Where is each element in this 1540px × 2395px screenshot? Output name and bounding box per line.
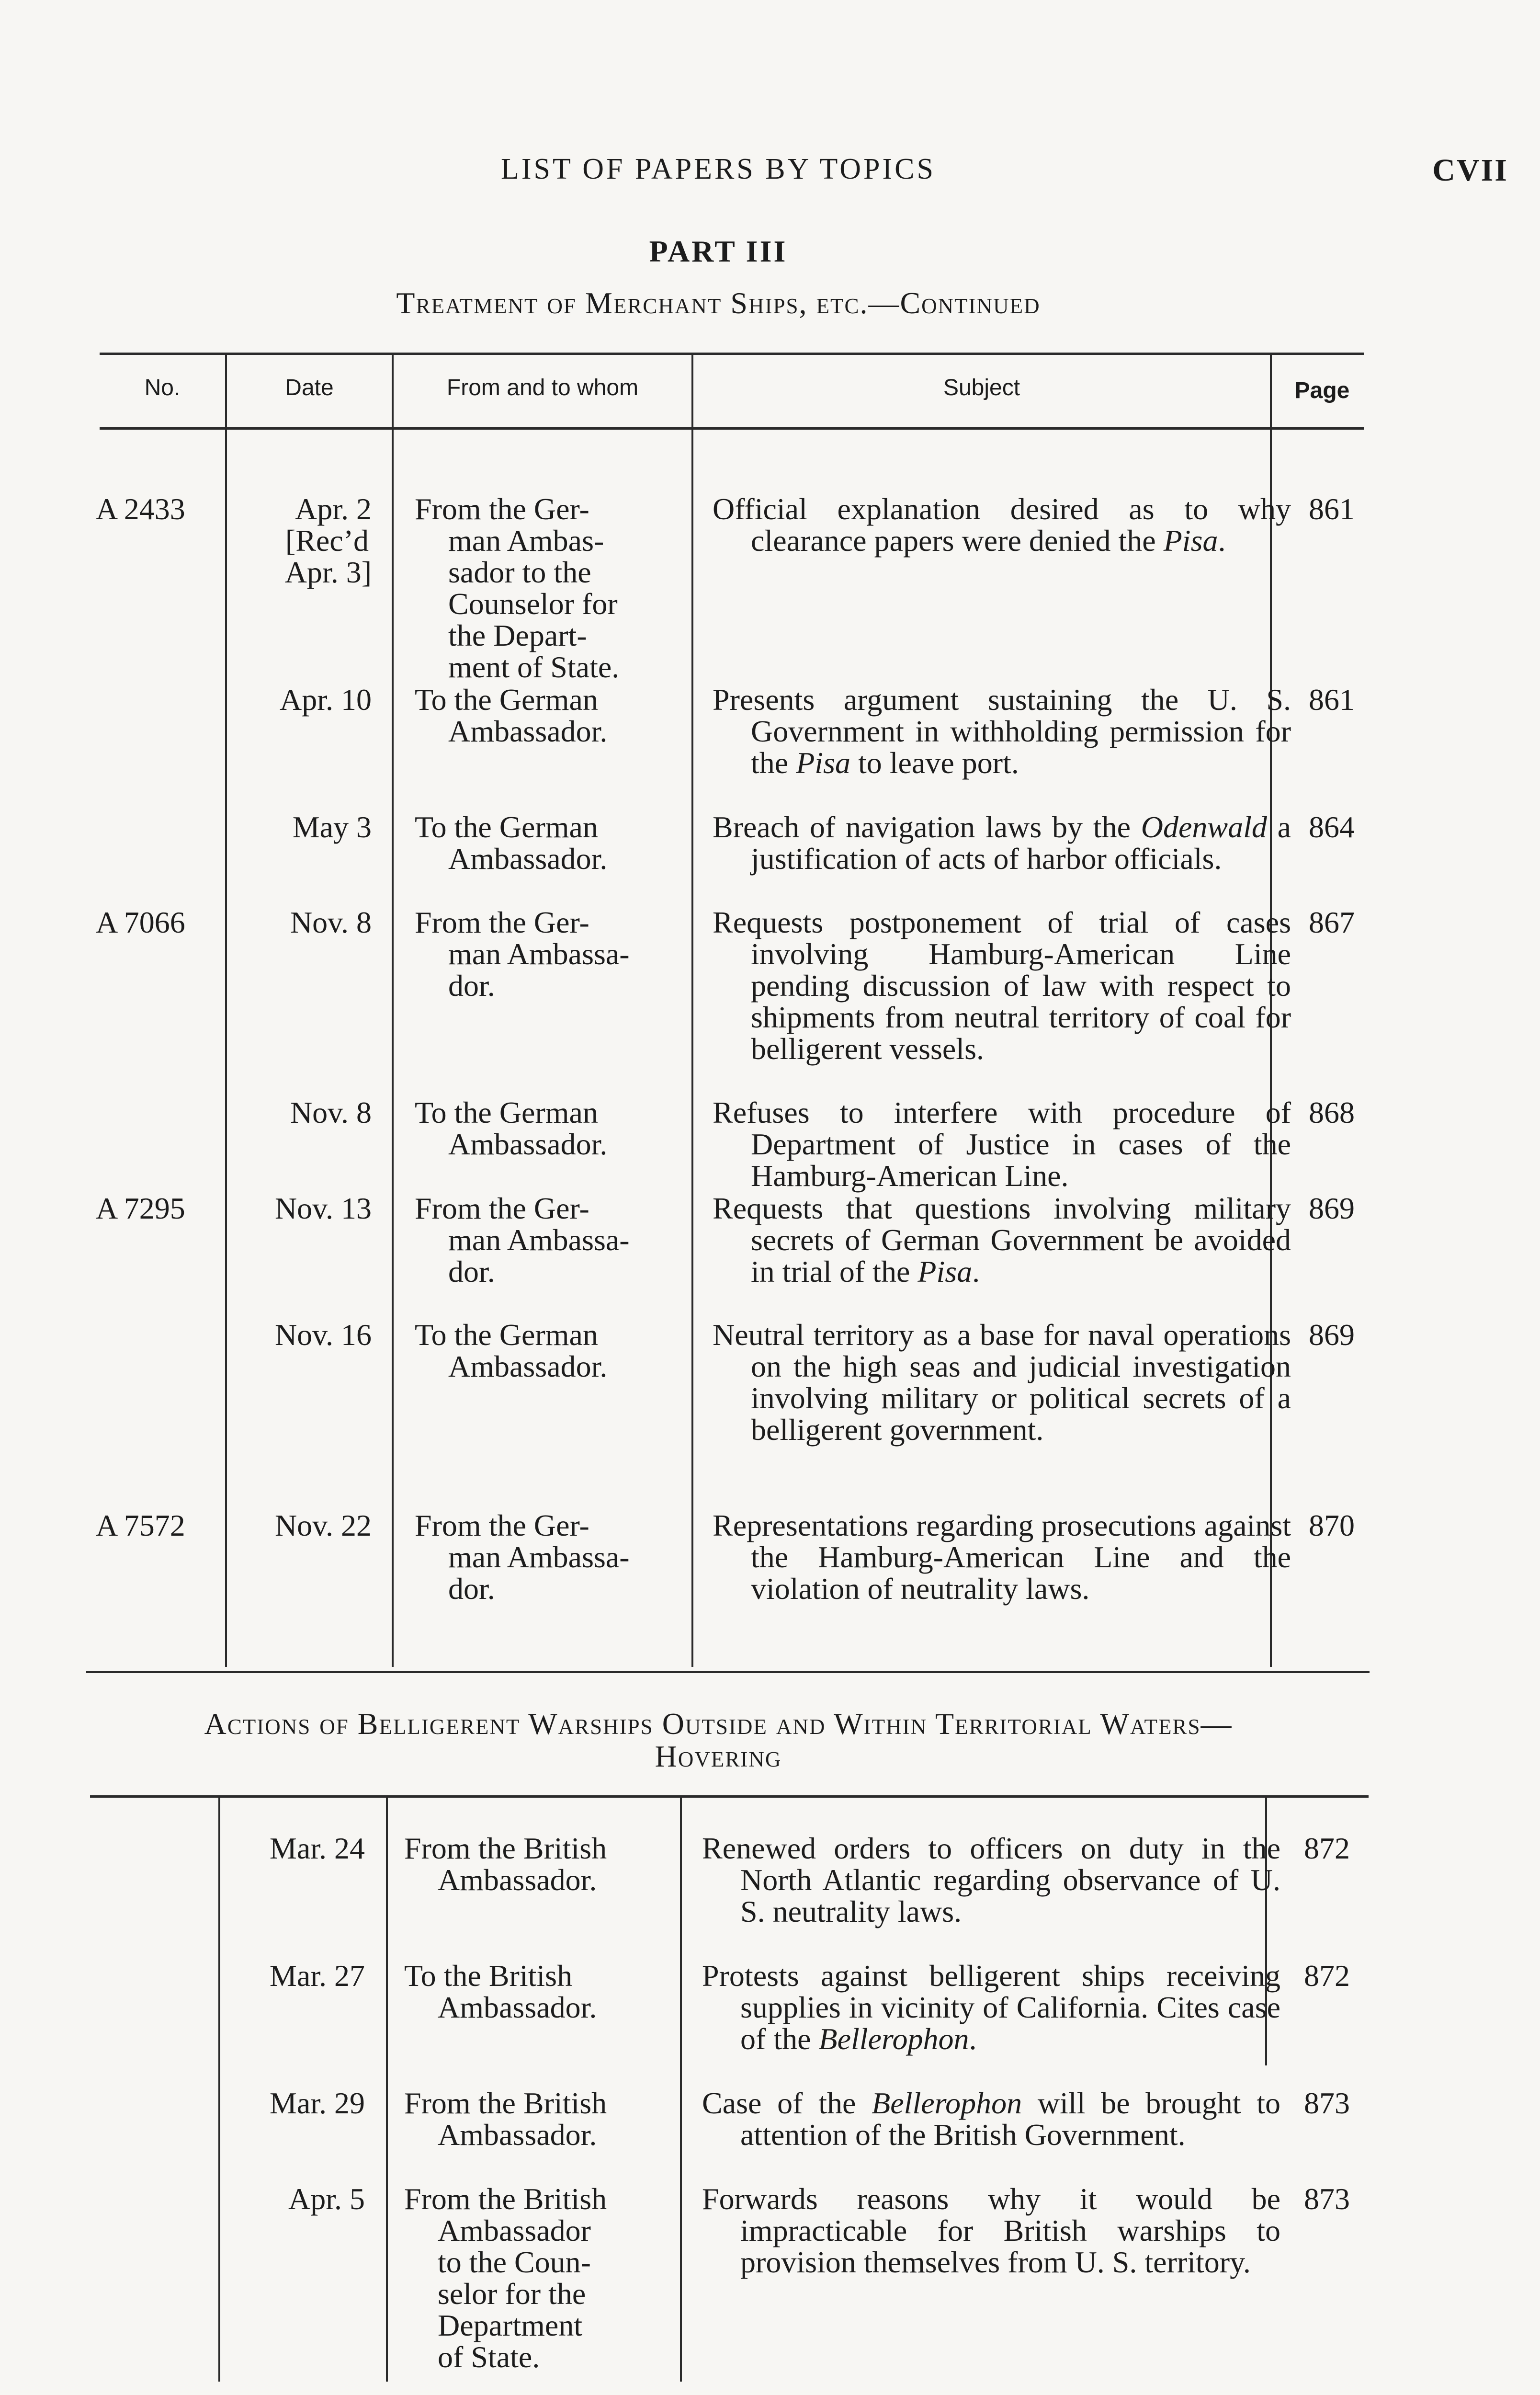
from-line: From the Ger- (415, 1191, 589, 1225)
row-date (228, 907, 372, 938)
from-line: Ambassador. (438, 1990, 597, 2024)
from-line: From the British (404, 2086, 607, 2120)
from-line: From the Ger- (415, 492, 589, 526)
subject-text: to leave port. (850, 746, 1019, 780)
running-head-title: LIST OF PAPERS BY TOPICS (501, 153, 936, 185)
row-subject (713, 907, 1291, 1065)
ship-name: Pisa (1163, 524, 1218, 558)
from-line: Counselor for (448, 587, 618, 621)
from-line: From the British (404, 1831, 607, 1865)
from-line: sador to the (448, 555, 591, 589)
subject-text: . (972, 1255, 980, 1289)
from-line: Ambassador. (438, 2118, 597, 2152)
table2-top-rule (90, 1795, 1369, 1798)
row-subject (713, 1319, 1291, 1446)
date-line: Mar. 27 (269, 1959, 365, 1993)
row-page: 873 (1304, 2182, 1350, 2216)
date-line: Apr. 3] (284, 555, 372, 589)
row-page: 861 (1309, 683, 1355, 717)
row-from-to (415, 811, 692, 875)
table1-col-divider-2 (392, 354, 394, 1667)
table2-col-divider-2 (386, 1797, 388, 2382)
row-from-to (404, 2087, 682, 2151)
running-head (0, 152, 1540, 195)
date-line: Nov. 16 (274, 1318, 372, 1352)
subject-text: will be brought to attention of the British Government. (740, 2086, 1280, 2152)
from-line: From the Ger- (415, 905, 589, 939)
subject-text: a justification of acts of harbor officials. (751, 810, 1291, 876)
row-subject (702, 2183, 1280, 2278)
row-page: 869 (1309, 1318, 1355, 1352)
date-line: Nov. 8 (290, 1095, 372, 1129)
col-header-from: From and to whom (446, 375, 639, 400)
from-line: From the British (404, 2182, 607, 2216)
from-line: selor for the (438, 2277, 586, 2311)
date-line: [Rec’d (285, 524, 369, 558)
row-page: 870 (1309, 1508, 1355, 1542)
row-from-to (415, 1097, 692, 1160)
from-line: Department (438, 2308, 583, 2342)
row-number: A 2433 (96, 492, 185, 526)
from-line: Ambassador. (448, 714, 608, 748)
from-line: To the British (404, 1959, 573, 1993)
row-date (221, 1960, 365, 1992)
row-date (221, 2087, 365, 2119)
row-page: 872 (1304, 1831, 1350, 1865)
subject-text: Protests against belligerent ships receiving supplies in vicinity of California. Cites case of the (702, 1959, 1280, 2056)
from-line: Ambassador. (438, 1863, 597, 1897)
date-line: Apr. 10 (280, 683, 372, 717)
date-line: Nov. 13 (274, 1191, 372, 1225)
row-from-to (415, 907, 692, 1002)
section2-title-line2: Hovering (655, 1739, 782, 1773)
row-date (228, 493, 372, 588)
row-page: 873 (1304, 2086, 1350, 2120)
row-number: A 7066 (96, 905, 185, 939)
from-line: the Depart- (448, 618, 587, 652)
from-line: To the German (415, 683, 598, 717)
subject-text: Official explanation desired as to why clearance papers were denied the (713, 492, 1291, 558)
ship-name: Odenwald (1141, 810, 1267, 844)
section-title-belligerent-warships (0, 1708, 1437, 1773)
row-date (228, 1097, 372, 1129)
row-page: 869 (1309, 1191, 1355, 1225)
from-line: Ambassador. (448, 1349, 608, 1383)
from-line: dor. (448, 969, 495, 1003)
row-subject (702, 1960, 1280, 2055)
row-date (228, 811, 372, 843)
table1-col-divider-1 (225, 354, 227, 1667)
row-page: 868 (1309, 1095, 1355, 1129)
from-line: Ambassador. (448, 1127, 608, 1161)
row-from-to (415, 684, 692, 747)
from-line: To the German (415, 1318, 598, 1352)
subject-text: . (1218, 524, 1226, 558)
ship-name: Pisa (796, 746, 850, 780)
section2-title-line1: Actions of Belligerent Warships Outside and Within Territorial Waters— (204, 1707, 1233, 1741)
date-line: Apr. 2 (295, 492, 372, 526)
from-line: to the Coun- (438, 2245, 591, 2279)
row-date (221, 2183, 365, 2215)
table2-col-divider-1 (218, 1797, 220, 2382)
row-from-to (415, 1193, 692, 1288)
from-line: man Ambassa- (448, 937, 630, 971)
page-folio: CVII (1432, 153, 1508, 188)
date-line: Nov. 8 (290, 905, 372, 939)
from-line: man Ambassa- (448, 1540, 630, 1574)
subject-text: . (969, 2022, 977, 2056)
row-date (228, 1510, 372, 1541)
section-title-merchant-ships: Treatment of Merchant Ships, etc.—Continued (396, 286, 1041, 320)
from-line: To the German (415, 810, 598, 844)
row-from-to (415, 1319, 692, 1382)
row-number: A 7572 (96, 1508, 185, 1542)
row-from-to (404, 2183, 682, 2373)
row-subject (713, 684, 1291, 779)
date-line: Mar. 29 (269, 2086, 365, 2120)
row-subject (713, 1097, 1291, 1192)
row-page: 861 (1309, 492, 1355, 526)
row-from-to (415, 1510, 692, 1605)
row-number: A 7295 (96, 1191, 185, 1225)
date-line: Mar. 24 (269, 1831, 365, 1865)
from-line: of State. (438, 2340, 540, 2374)
row-date (228, 1319, 372, 1351)
row-subject (702, 2087, 1280, 2151)
ship-name: Pisa (917, 1255, 973, 1289)
from-line: man Ambassa- (448, 1223, 630, 1257)
from-line: dor. (448, 1572, 495, 1606)
subject-text: Renewed orders to officers on duty in the North Atlantic regarding observance of U. S. neutrality laws. (702, 1831, 1280, 1928)
table1-bottom-rule (86, 1671, 1370, 1673)
subject-text: Requests postponement of trial of cases involving Hamburg-American Line pending discussion of law with respect to shipments from neutral territory of coal for belligerent vessels. (713, 905, 1291, 1066)
from-line: From the Ger- (415, 1508, 589, 1542)
date-line: Apr. 5 (288, 2182, 365, 2216)
subject-text: Representations regarding prosecutions against the Hamburg-American Line and the violation of neutrality laws. (713, 1508, 1291, 1606)
col-header-subject: Subject (943, 375, 1020, 400)
date-line: Nov. 22 (274, 1508, 372, 1542)
row-date (228, 1193, 372, 1224)
from-line: man Ambas- (448, 524, 604, 558)
col-header-page: Page (1294, 378, 1350, 403)
row-from-to (415, 493, 692, 683)
from-line: Ambassador (438, 2213, 591, 2247)
ship-name: Bellerophon (872, 2086, 1022, 2120)
row-subject (713, 1510, 1291, 1605)
row-date (221, 1833, 365, 1864)
subject-text: Breach of navigation laws by the (713, 810, 1141, 844)
subject-text: Case of the (702, 2086, 872, 2120)
row-subject (713, 493, 1291, 557)
row-subject (713, 1193, 1291, 1288)
subject-text: Requests that questions involving military secrets of German Government be avoided in trial of the (713, 1191, 1291, 1289)
from-line: Ambassador. (448, 842, 608, 876)
table1-header-rule (100, 427, 1364, 430)
from-line: To the German (415, 1095, 598, 1129)
subject-text: Refuses to interfere with procedure of Department of Justice in cases of the Hamburg-American Line. (713, 1095, 1291, 1193)
col-header-date: Date (285, 375, 334, 400)
row-from-to (404, 1960, 682, 2023)
row-subject (702, 1833, 1280, 1927)
row-page: 867 (1309, 905, 1355, 939)
from-line: dor. (448, 1255, 495, 1289)
row-date (228, 684, 372, 716)
subject-text: Neutral territory as a base for naval operations on the high seas and judicial investigation involving military or political secrets of a belligerent government. (713, 1318, 1291, 1447)
row-page: 864 (1309, 810, 1355, 844)
row-from-to (404, 1833, 682, 1896)
row-subject (713, 811, 1291, 875)
subject-text: Presents argument sustaining the U. S. Government in withholding permission for the (713, 683, 1291, 780)
from-line: ment of State. (448, 650, 620, 684)
col-header-no: No. (144, 375, 181, 400)
part-title: PART III (649, 234, 788, 268)
ship-name: Bellerophon (818, 2022, 969, 2056)
date-line: May 3 (292, 810, 372, 844)
row-page: 872 (1304, 1959, 1350, 1993)
subject-text: Forwards reasons why it would be impracticable for British warships to provision themselves from U. S. territory. (702, 2182, 1280, 2279)
table1-top-rule (100, 353, 1364, 355)
